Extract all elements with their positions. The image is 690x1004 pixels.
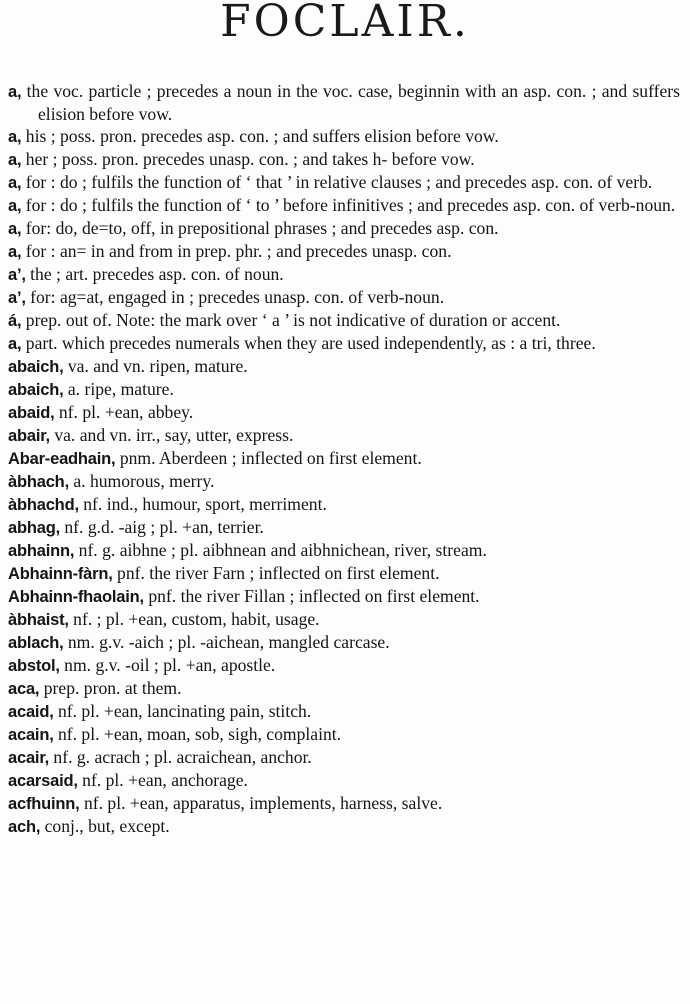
entry-headword: àbhach, <box>8 473 69 491</box>
entry-definition: prep. out of. Note: the mark over ‘ a ’ is not indicative of duration or accent. <box>21 310 561 330</box>
dictionary-entry <box>8 746 680 769</box>
entry-headword: ach, <box>8 818 41 836</box>
dictionary-entry <box>8 171 680 194</box>
entry-definition: part. which precedes numerals when they are used independently, as : a tri, three. <box>21 333 596 353</box>
dictionary-entry <box>8 608 680 631</box>
entry-definition: pnf. the river Farn ; inflected on first element. <box>112 563 440 583</box>
dictionary-entry <box>8 493 680 516</box>
dictionary-entry <box>8 516 680 539</box>
entry-list <box>8 80 680 838</box>
entry-headword: a, <box>8 128 22 146</box>
entry-definition: prep. pron. at them. <box>39 678 182 698</box>
entry-definition: conj., but, except. <box>40 816 170 836</box>
entry-headword: àbhaist, <box>8 611 69 629</box>
dictionary-entry <box>8 424 680 447</box>
entry-definition: va. and vn. irr., say, utter, express. <box>49 425 294 445</box>
entry-headword: abhainn, <box>8 542 75 560</box>
entry-definition: nf. g. acrach ; pl. acraichean, anchor. <box>49 747 312 767</box>
entry-definition: a. humorous, merry. <box>68 471 215 491</box>
entry-definition: nm. g.v. -aich ; pl. -aichean, mangled carcase. <box>63 632 390 652</box>
entry-headword: acfhuinn, <box>8 795 80 813</box>
entry-definition: for : do ; fulfils the function of ‘ to ’ before infinitives ; and precedes asp. con. of verb-noun. <box>21 195 676 215</box>
dictionary-entry <box>8 677 680 700</box>
entry-definition: nf. g. aibhne ; pl. aibhnean and aibhnichean, river, stream. <box>74 540 487 560</box>
dictionary-entry <box>8 562 680 585</box>
dictionary-entry <box>8 148 680 171</box>
entry-headword: acair, <box>8 749 50 767</box>
dictionary-entry <box>8 539 680 562</box>
entry-definition: nf. pl. +ean, apparatus, implements, harness, salve. <box>79 793 443 813</box>
entry-definition: nm. g.v. -oil ; pl. +an, apostle. <box>59 655 276 675</box>
dictionary-entry <box>8 355 680 378</box>
dictionary-entry <box>8 792 680 815</box>
dictionary-entry <box>8 470 680 493</box>
dictionary-entry <box>8 585 680 608</box>
dictionary-entry <box>8 332 680 355</box>
page-title: FOCLAIR. <box>220 0 470 47</box>
dictionary-entry <box>8 378 680 401</box>
entry-definition: nf. ; pl. +ean, custom, habit, usage. <box>68 609 320 629</box>
dictionary-entry <box>8 631 680 654</box>
dictionary-entry <box>8 194 680 217</box>
entry-headword: a, <box>8 151 22 169</box>
entry-headword: abstol, <box>8 657 60 675</box>
dictionary-entry <box>8 769 680 792</box>
entry-definition: nf. g.d. -aig ; pl. +an, terrier. <box>59 517 264 537</box>
entry-definition: for : an= in and from in prep. phr. ; and precedes unasp. con. <box>21 241 452 261</box>
dictionary-entry <box>8 240 680 263</box>
entry-headword: a, <box>8 220 22 238</box>
entry-headword: Abar-eadhain, <box>8 450 116 468</box>
entry-definition: for: ag=at, engaged in ; precedes unasp. con. of verb-noun. <box>25 287 445 307</box>
entry-headword: a, <box>8 83 22 101</box>
entry-headword: acarsaid, <box>8 772 78 790</box>
entry-definition: va. and vn. ripen, mature. <box>63 356 248 376</box>
entry-definition: nf. pl. +ean, lancinating pain, stitch. <box>53 701 312 721</box>
entry-definition: pnm. Aberdeen ; inflected on first element. <box>115 448 422 468</box>
dictionary-entry <box>8 401 680 424</box>
entry-headword: abaich, <box>8 358 64 376</box>
entry-definition: nf. pl. +ean, abbey. <box>54 402 194 422</box>
entry-definition: his ; poss. pron. precedes asp. con. ; and suffers elision before vow. <box>21 126 499 146</box>
entry-headword: aca, <box>8 680 40 698</box>
dictionary-entry <box>8 125 680 148</box>
entry-definition: pnf. the river Fillan ; inflected on first element. <box>143 586 480 606</box>
dictionary-entry <box>8 217 680 240</box>
entry-headword: Abhainn-fhaolain, <box>8 588 144 606</box>
entry-definition: nf. pl. +ean, anchorage. <box>77 770 248 790</box>
entry-headword: a’, <box>8 266 26 284</box>
entry-headword: àbhachd, <box>8 496 79 514</box>
entry-headword: abaich, <box>8 381 64 399</box>
entry-definition: nf. pl. +ean, moan, sob, sigh, complaint. <box>53 724 342 744</box>
entry-definition: for : do ; fulfils the function of ‘ that ’ in relative clauses ; and precedes asp. con. of verb. <box>21 172 653 192</box>
entry-definition: the ; art. precedes asp. con. of noun. <box>25 264 284 284</box>
dictionary-entry <box>8 700 680 723</box>
entry-headword: acain, <box>8 726 54 744</box>
dictionary-entry <box>8 263 680 286</box>
dictionary-entry <box>8 286 680 309</box>
entry-headword: ablach, <box>8 634 64 652</box>
entry-headword: abair, <box>8 427 50 445</box>
dictionary-entry <box>8 447 680 470</box>
dictionary-entry <box>8 654 680 677</box>
entry-headword: a, <box>8 174 22 192</box>
entry-headword: abaid, <box>8 404 55 422</box>
entry-headword: a, <box>8 197 22 215</box>
entry-definition: nf. ind., humour, sport, merriment. <box>78 494 327 514</box>
dictionary-entry <box>8 815 680 838</box>
entry-headword: acaid, <box>8 703 54 721</box>
entry-headword: a’, <box>8 289 26 307</box>
entry-headword: a, <box>8 243 22 261</box>
entry-definition: her ; poss. pron. precedes unasp. con. ; and takes h- before vow. <box>21 149 475 169</box>
dictionary-entry <box>8 80 680 125</box>
entry-headword: á, <box>8 312 22 330</box>
entry-headword: abhag, <box>8 519 60 537</box>
entry-headword: a, <box>8 335 22 353</box>
entry-definition: the voc. particle ; precedes a noun in the voc. case, beginnin with an asp. con. ; and suffers elision before vow. <box>21 81 680 124</box>
entry-definition: a. ripe, mature. <box>63 379 174 399</box>
entry-definition: for: do, de=to, off, in prepositional phrases ; and precedes asp. con. <box>21 218 499 238</box>
dictionary-entry <box>8 723 680 746</box>
dictionary-entry <box>8 309 680 332</box>
entry-headword: Abhainn-fàrn, <box>8 565 113 583</box>
